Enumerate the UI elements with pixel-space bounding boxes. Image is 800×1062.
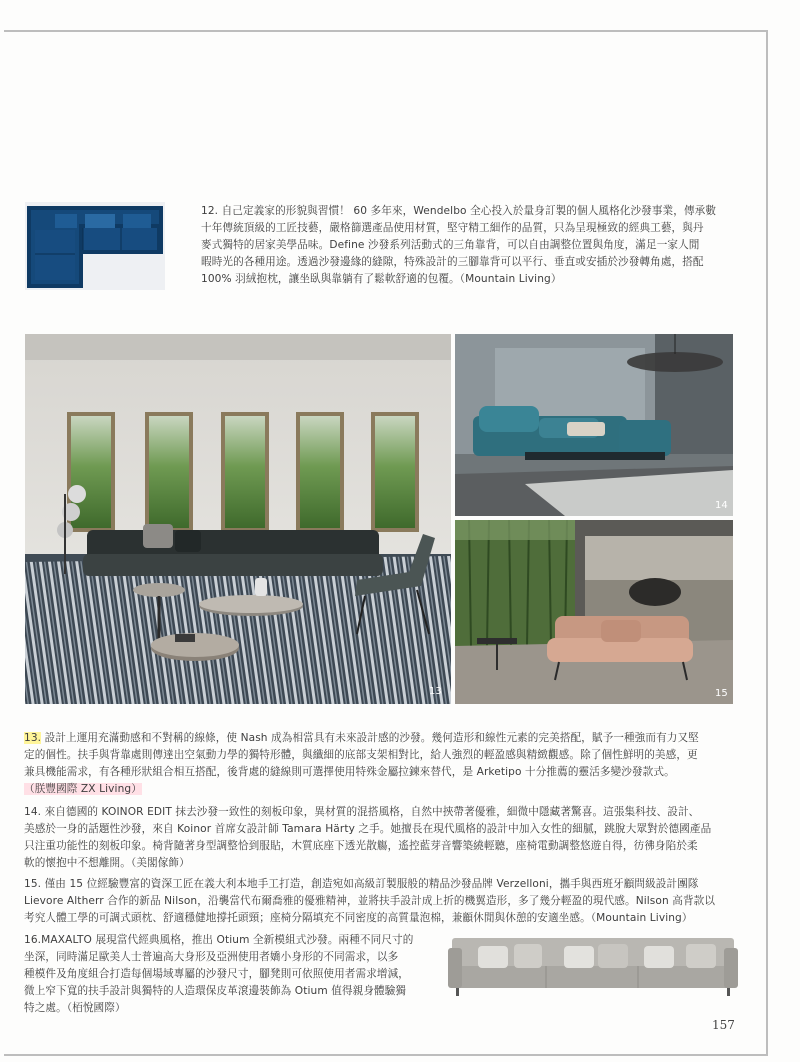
item-12-line: 暇時光的各種用途。透過沙發邊緣的縫隙，特殊設計的三腳靠背可以平行、垂直或安插於沙發轉角處，搭配 xyxy=(201,256,704,268)
item-12-line: 十年傳統頂級的工匠技藝，嚴格篩選產品使用材質，堅守精工細作的品質，只為呈現極致的經典工藝，與丹 xyxy=(201,222,704,234)
item-12-line: 12. 自己定義家的形貌與習慣！ 60 多年來，Wendelbo 全心投入於量身訂製的個人風格化沙發事業，傳承數 xyxy=(201,205,717,217)
item-14-line: 軟的懷抱中不想離開。（美閣傢飾） xyxy=(24,857,190,869)
item-16-line: 種模件及角度組合打造每個場域專屬的沙發尺寸，腳凳則可依照使用者需求增減， xyxy=(24,968,409,980)
item-15-line: 考究人體工學的可調式頭枕、舒適穩健地撐托頭頸；座椅分隔填充不同密度的高質量泡棉，兼顧休閒與休憩的安適坐感。（Mountain Living） xyxy=(24,912,693,924)
item-16-line: 微上窄下寬的扶手設計與獨特的人造環保皮革滾邊裝飾為 Otium 值得親身體驗獨 xyxy=(24,985,407,997)
photo-13-caption: 13 xyxy=(429,686,442,697)
item-16-line: 特之處。（栢悅國際） xyxy=(24,1002,126,1014)
item-13-line-text: 設計上運用充滿動感和不對稱的線條，使 Nash 成為相當具有未來設計感的沙發。幾何造形和線性元素的完美搭配，賦予一種強而有力又堅 xyxy=(41,732,699,744)
photo-15-caption: 15 xyxy=(715,688,728,699)
item-16-text xyxy=(24,932,444,1017)
photo-16-grey-sofa xyxy=(448,930,738,1006)
item-12-line: 麥式獨特的居家美學品味。Define 沙發系列活動式的三角靠背，可以自由調整位置與角度，滿足一家人閒 xyxy=(201,239,700,251)
item-13-line xyxy=(24,781,744,798)
item-12-text xyxy=(201,203,741,288)
item-16-line: 16.MAXALTO 展現當代經典風格，推出 Otium 全新模組式沙發。兩種不同尺寸的 xyxy=(24,934,414,946)
photo-15-pink-sofa xyxy=(455,520,733,704)
item-14-line: 14. 來自德國的 KOINOR EDIT 抹去沙發一致性的刻板印象，異材質的混搭風格，自然中挾帶著優雅，細微中隱藏著驚喜。這張集科技、設計、 xyxy=(24,806,700,818)
item-14-line: 只注重功能性的刻板印象。椅背隨著身型調整恰到服貼，木質底座下透光散觴，遙控藍芽音響築繞輕聽，座椅電動調整悠遊自得，彷彿身陷於柔 xyxy=(24,840,698,852)
photo-14-teal-sofa xyxy=(455,334,733,516)
item-13-line xyxy=(24,730,744,747)
item-13-line: 定的個性。扶手與背靠處則傳達出空氣動力學的獨特形體，與纖細的底部支架相對比，給人強烈的輕盈感與精緻觀感。除了個性鮮明的美感，更 xyxy=(24,749,698,761)
photo-14-caption: 14 xyxy=(715,500,728,511)
item-16-line: 坐深，同時滿足歐美人士普遍高大身形及亞洲使用者嬌小身形的不同需求，以多 xyxy=(24,951,399,963)
item-13-line: 兼具機能需求，有各種形狀組合相互搭配，後背處的縫線則可選擇使用特殊金屬拉鍊來替代，是 Arketipo 十分推薦的靈活多變沙發款式。 xyxy=(24,766,675,778)
photo-13-living-room xyxy=(25,334,451,704)
item-15-line: Lievore Altherr 合作的新品 Nilson，沿襲當代布爾喬雅的優雅精神，並將扶手設計成上折的機翼造形，多了幾分輕盈的現代感。Nilson 高背款以 xyxy=(24,895,716,907)
item-12-line: 100% 羽絨抱枕，讓坐臥與靠躺有了鬆軟舒適的包覆。（Mountain Living） xyxy=(201,273,562,285)
item-14-line: 美感於一身的話題性沙發，來自 Koinor 首席女設計師 Tamara Härty 之手。她擅長在現代風格的設計中加入女性的細膩，跳脫大眾對於德國產品 xyxy=(24,823,712,835)
photo-12-blue-sofa xyxy=(25,202,165,290)
item-13-text xyxy=(24,730,744,798)
item-15-text xyxy=(24,876,744,927)
item-14-text xyxy=(24,804,744,872)
page-number: 157 xyxy=(712,1018,735,1032)
item-13-source: （朕豐國際 ZX Living） xyxy=(24,783,142,795)
item-13-number: 13. xyxy=(24,732,42,744)
item-15-line: 15. 僅由 15 位經驗豐富的資深工匠在義大利本地手工打造，創造宛如高級訂製服般的精品沙發品牌 Verzelloni，攜手與西班牙顧問級設計團隊 xyxy=(24,878,699,890)
